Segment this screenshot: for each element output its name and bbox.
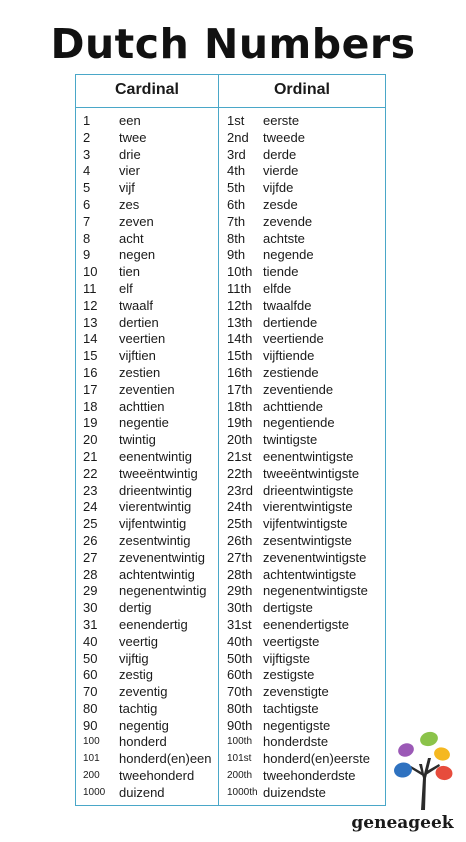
cardinal-number: 17 <box>83 381 98 397</box>
ordinal-word: negentiende <box>263 415 335 431</box>
cardinal-number: 11 <box>83 280 97 296</box>
cardinal-number: 15 <box>83 348 98 364</box>
table-row <box>76 684 385 701</box>
table-row <box>76 247 385 264</box>
ordinal-number: 30th <box>227 600 253 616</box>
ordinal-word: honderd(en)eerste <box>263 751 370 767</box>
cardinal-word: drieentwintig <box>119 482 192 498</box>
ordinal-word: negenentwintigste <box>263 583 368 599</box>
ordinal-number: 17th <box>227 381 253 397</box>
numbers-table <box>75 74 386 806</box>
ordinal-number: 24th <box>227 499 253 515</box>
cardinal-word: vijftig <box>119 650 149 666</box>
table-row <box>76 751 385 768</box>
cardinal-word: drie <box>119 146 141 162</box>
ordinal-number: 1st <box>227 113 245 128</box>
table-row <box>76 281 385 298</box>
ordinal-number: 22th <box>227 465 253 481</box>
cardinal-word: vijfentwintig <box>119 516 187 532</box>
brand-name: geneageek <box>351 813 454 833</box>
table-row <box>76 315 385 332</box>
ordinal-number: 29th <box>227 583 253 599</box>
table-row <box>76 113 385 130</box>
cardinal-number: 26 <box>83 532 98 548</box>
cardinal-number: 25 <box>83 516 98 532</box>
ordinal-word: zesde <box>263 196 298 212</box>
ordinal-word: eerste <box>263 113 300 128</box>
cardinal-word: zestien <box>119 364 161 380</box>
ordinal-word: eenendertigste <box>263 616 350 632</box>
cardinal-word: veertig <box>119 633 159 649</box>
table-row <box>76 567 385 584</box>
ordinal-word: zestigste <box>263 667 315 683</box>
ordinal-number: 5th <box>227 180 246 196</box>
ordinal-number: 200th <box>227 770 253 782</box>
table-row <box>76 449 385 466</box>
ordinal-number: 31st <box>227 616 252 632</box>
table-row <box>76 785 385 802</box>
table-row <box>76 734 385 751</box>
cardinal-word: zeventig <box>119 684 168 700</box>
cardinal-number: 27 <box>83 549 98 565</box>
cardinal-word: twee <box>119 129 147 145</box>
cardinal-number: 101 <box>83 753 100 765</box>
ordinal-number: 6th <box>227 196 246 212</box>
cardinal-word: zeventien <box>119 381 175 397</box>
table-body <box>76 113 385 802</box>
table-row <box>76 331 385 348</box>
cardinal-word: twaalf <box>119 297 153 313</box>
ordinal-number: 13th <box>227 314 253 330</box>
ordinal-number: 101st <box>227 753 252 765</box>
table-row <box>76 634 385 651</box>
table-row <box>76 180 385 197</box>
cardinal-number: 100 <box>83 736 100 748</box>
cardinal-number: 14 <box>83 331 98 347</box>
cardinal-word: achtentwintig <box>119 566 195 582</box>
cardinal-word: honderd(en)een <box>119 751 212 767</box>
table-row <box>76 231 385 248</box>
table-row <box>76 499 385 516</box>
table-row <box>76 197 385 214</box>
ordinal-number: 100th <box>227 736 253 748</box>
ordinal-number: 1000th <box>227 786 258 798</box>
ordinal-number: 18th <box>227 398 253 414</box>
ordinal-number: 90th <box>227 717 253 733</box>
table-row <box>76 768 385 785</box>
table-row <box>76 147 385 164</box>
table-row <box>76 382 385 399</box>
ordinal-word: vijftiende <box>263 348 315 364</box>
ordinal-word: eenentwintigste <box>263 448 354 464</box>
ordinal-word: tweehonderdste <box>263 768 356 784</box>
ordinal-number: 15th <box>227 348 253 364</box>
cardinal-word: acht <box>119 230 144 246</box>
cardinal-word: zesentwintig <box>119 532 191 548</box>
cardinal-number: 8 <box>83 230 91 246</box>
table-row <box>76 483 385 500</box>
ordinal-number: 27th <box>227 549 253 565</box>
cardinal-word: negentie <box>119 415 169 431</box>
ordinal-word: dertiende <box>263 314 318 330</box>
table-row <box>76 718 385 735</box>
ordinal-word: tachtigste <box>263 700 319 716</box>
table-row <box>76 365 385 382</box>
ordinal-number: 50th <box>227 650 253 666</box>
cardinal-number: 5 <box>83 180 91 196</box>
ordinal-word: achtste <box>263 230 305 246</box>
cardinal-word: tweeëntwintig <box>119 465 198 481</box>
cardinal-word: zeven <box>119 213 154 229</box>
cardinal-number: 16 <box>83 364 98 380</box>
cardinal-number: 23 <box>83 482 98 498</box>
cardinal-word: tachtig <box>119 700 158 716</box>
cardinal-word: achttien <box>119 398 165 414</box>
ordinal-word: duizendste <box>263 784 326 800</box>
cardinal-word: tweehonderd <box>119 768 195 784</box>
ordinal-number: 7th <box>227 213 246 229</box>
ordinal-number: 28th <box>227 566 253 582</box>
table-row <box>76 415 385 432</box>
ordinal-word: honderdste <box>263 734 329 750</box>
page-title: Dutch Numbers <box>50 20 416 68</box>
cardinal-word: vijf <box>119 180 135 196</box>
ordinal-number: 80th <box>227 700 253 716</box>
cardinal-number: 1000 <box>83 786 106 798</box>
ordinal-word: zesentwintigste <box>263 532 352 548</box>
cardinal-number: 21 <box>83 448 98 464</box>
tree-icon <box>392 728 454 810</box>
ordinal-word: veertigste <box>263 633 320 649</box>
table-row <box>76 163 385 180</box>
ordinal-word: negentigste <box>263 717 331 733</box>
ordinal-word: zeventiende <box>263 381 334 397</box>
ordinal-number: 12th <box>227 297 253 313</box>
cardinal-number: 12 <box>83 297 98 313</box>
cardinal-word: dertig <box>119 600 152 616</box>
cardinal-word: negentig <box>119 717 169 733</box>
ordinal-number: 60th <box>227 667 253 683</box>
ordinal-word: zevenstigte <box>263 684 329 700</box>
table-row <box>76 432 385 449</box>
cardinal-number: 80 <box>83 700 98 716</box>
ordinal-number: 14th <box>227 331 253 347</box>
cardinal-number: 90 <box>83 717 98 733</box>
cardinal-number: 2 <box>83 129 91 145</box>
cardinal-number: 200 <box>83 770 100 782</box>
cardinal-word: zes <box>119 196 140 212</box>
ordinal-number: 8th <box>227 230 246 246</box>
cardinal-word: een <box>119 113 141 128</box>
cardinal-number: 10 <box>83 264 98 280</box>
table-row <box>76 214 385 231</box>
table-row <box>76 667 385 684</box>
ordinal-word: achttiende <box>263 398 323 414</box>
ordinal-word: vijftigste <box>263 650 310 666</box>
ordinal-number: 4th <box>227 163 246 179</box>
table-row <box>76 298 385 315</box>
ordinal-number: 70th <box>227 684 253 700</box>
ordinal-number: 26th <box>227 532 253 548</box>
cardinal-word: zevenentwintig <box>119 549 205 565</box>
ordinal-header: Ordinal <box>273 81 330 98</box>
table-row <box>76 600 385 617</box>
ordinal-word: tweeëntwintigste <box>263 465 360 481</box>
cardinal-word: eenentwintig <box>119 448 192 464</box>
table-row <box>76 516 385 533</box>
ordinal-number: 3rd <box>227 146 246 162</box>
ordinal-word: zestiende <box>263 364 319 380</box>
ordinal-number: 9th <box>227 247 246 263</box>
cardinal-number: 50 <box>83 650 98 666</box>
cardinal-number: 60 <box>83 667 98 683</box>
table-row <box>76 651 385 668</box>
ordinal-word: vijfde <box>263 180 294 196</box>
cardinal-number: 24 <box>83 499 98 515</box>
header-divider <box>76 107 385 108</box>
cardinal-word: vierentwintig <box>119 499 192 515</box>
cardinal-word: twintig <box>119 432 156 448</box>
table-row <box>76 399 385 416</box>
cardinal-word: negen <box>119 247 156 263</box>
ordinal-word: tweede <box>263 129 305 145</box>
cardinal-number: 31 <box>83 616 98 632</box>
cardinal-header: Cardinal <box>114 81 179 98</box>
cardinal-number: 20 <box>83 432 98 448</box>
ordinal-word: veertiende <box>263 331 324 347</box>
table-row <box>76 533 385 550</box>
cardinal-word: honderd <box>119 734 167 750</box>
cardinal-word: zestig <box>119 667 153 683</box>
ordinal-word: vijfentwintigste <box>263 516 348 532</box>
table-row <box>76 130 385 147</box>
ordinal-word: twaalfde <box>263 297 312 313</box>
table-row <box>76 550 385 567</box>
cardinal-word: vijftien <box>119 348 156 364</box>
ordinal-number: 20th <box>227 432 253 448</box>
cardinal-number: 9 <box>83 247 91 263</box>
cardinal-word: elf <box>119 280 133 296</box>
ordinal-number: 2nd <box>227 129 249 145</box>
ordinal-word: elfde <box>263 280 292 296</box>
ordinal-number: 25th <box>227 516 253 532</box>
ordinal-number: 40th <box>227 633 253 649</box>
cardinal-word: vier <box>119 163 140 179</box>
cardinal-number: 29 <box>83 583 98 599</box>
ordinal-number: 16th <box>227 364 253 380</box>
cardinal-word: tien <box>119 264 140 280</box>
ordinal-word: negende <box>263 247 314 263</box>
cardinal-number: 13 <box>83 314 98 330</box>
cardinal-word: dertien <box>119 314 159 330</box>
cardinal-word: duizend <box>119 784 165 800</box>
ordinal-word: vierde <box>263 163 299 179</box>
ordinal-number: 19th <box>227 415 253 431</box>
ordinal-number: 11th <box>227 280 252 296</box>
cardinal-number: 30 <box>83 600 98 616</box>
cardinal-number: 6 <box>83 196 91 212</box>
table-row <box>76 617 385 634</box>
table-row <box>76 583 385 600</box>
cardinal-word: eenendertig <box>119 616 188 632</box>
cardinal-number: 28 <box>83 566 98 582</box>
table-row <box>76 264 385 281</box>
cardinal-word: negenentwintig <box>119 583 207 599</box>
cardinal-number: 4 <box>83 163 91 179</box>
ordinal-word: derde <box>263 146 297 162</box>
ordinal-word: dertigste <box>263 600 313 616</box>
cardinal-number: 40 <box>83 633 98 649</box>
table-row <box>76 701 385 718</box>
ordinal-word: zevende <box>263 213 313 229</box>
cardinal-number: 19 <box>83 415 98 431</box>
ordinal-number: 21st <box>227 448 252 464</box>
cardinal-number: 7 <box>83 213 91 229</box>
ordinal-word: zevenentwintigste <box>263 549 367 565</box>
cardinal-number: 1 <box>83 113 91 128</box>
table-row <box>76 348 385 365</box>
table-row <box>76 466 385 483</box>
ordinal-word: tiende <box>263 264 299 280</box>
ordinal-number: 23rd <box>227 482 254 498</box>
cardinal-number: 3 <box>83 146 91 162</box>
ordinal-word: vierentwintigste <box>263 499 353 515</box>
cardinal-word: veertien <box>119 331 166 347</box>
ordinal-word: drieentwintigste <box>263 482 354 498</box>
cardinal-number: 22 <box>83 465 98 481</box>
ordinal-word: achtentwintigste <box>263 566 357 582</box>
ordinal-word: twintigste <box>263 432 318 448</box>
cardinal-number: 70 <box>83 684 98 700</box>
ordinal-number: 10th <box>227 264 253 280</box>
cardinal-number: 18 <box>83 398 98 414</box>
